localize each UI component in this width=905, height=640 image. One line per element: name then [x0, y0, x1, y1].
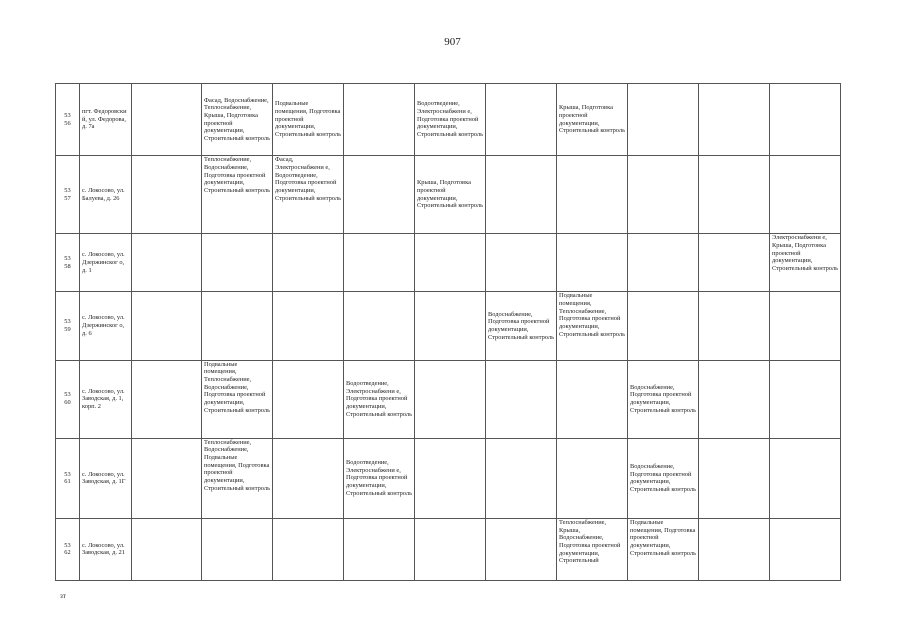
work-cell — [132, 518, 202, 580]
work-cell — [557, 234, 628, 292]
row-number: 53 62 — [56, 518, 80, 580]
page-number: 907 — [444, 36, 461, 48]
work-cell — [273, 438, 344, 518]
table-row — [56, 156, 841, 234]
row-number: 53 59 — [56, 292, 80, 360]
work-cell — [273, 518, 344, 580]
table-row — [56, 234, 841, 292]
work-cell: Крыша, Подготовка проектной документации, Строительный контроль — [415, 156, 486, 234]
work-cell — [770, 156, 841, 234]
work-cell — [699, 234, 770, 292]
work-cell: Водоотведение, Электроснабжени е, Подготовка проектной документации, Строительный контроль — [344, 438, 415, 518]
work-cell — [770, 438, 841, 518]
table-row — [56, 360, 841, 438]
address-cell: с. Локосово, ул. Заводская, д. 1Г — [80, 438, 132, 518]
work-cell — [415, 292, 486, 360]
work-cell: Водоснабжение, Подготовка проектной документации, Строительный контроль — [628, 360, 699, 438]
table-row — [56, 84, 841, 156]
work-cell — [344, 156, 415, 234]
work-cell — [699, 292, 770, 360]
address-cell: пгт. Федоровски й, ул. Федорова, д. 7а — [80, 84, 132, 156]
table-row — [56, 518, 841, 580]
work-cell: Теплоснабжение, Водоснабжение, Подвальные помещения, Подготовка проектной документации, Строительный контроль — [202, 438, 273, 518]
footer-mark: зт — [60, 592, 66, 600]
work-cell: Водоотведение, Электроснабжени е, Подготовка проектной документации, Строительный контроль — [415, 84, 486, 156]
work-cell — [628, 234, 699, 292]
work-cell — [202, 234, 273, 292]
work-cell: Крыша, Подготовка проектной документации, Строительный контроль — [557, 84, 628, 156]
work-cell — [132, 156, 202, 234]
work-cell — [628, 292, 699, 360]
work-cell — [202, 292, 273, 360]
work-cell — [273, 360, 344, 438]
work-cell — [273, 234, 344, 292]
address-cell: с. Локосово, ул. Дзержинског о, д. 1 — [80, 234, 132, 292]
work-cell — [699, 360, 770, 438]
work-cell — [132, 438, 202, 518]
work-cell — [699, 438, 770, 518]
address-cell: с. Локосово, ул. Дзержинског о, д. 6 — [80, 292, 132, 360]
work-cell — [415, 234, 486, 292]
work-cell — [557, 360, 628, 438]
work-cell — [486, 518, 557, 580]
work-cell: Подвальные помещения, Подготовка проектной документации, Строительный контроль — [628, 518, 699, 580]
row-number: 53 57 — [56, 156, 80, 234]
work-cell — [486, 438, 557, 518]
work-cell — [628, 84, 699, 156]
work-cell — [557, 156, 628, 234]
row-number: 53 58 — [56, 234, 80, 292]
work-cell — [132, 84, 202, 156]
work-cell: Водоснабжение, Подготовка проектной документации, Строительный контроль — [486, 292, 557, 360]
table-row — [56, 438, 841, 518]
work-cell — [415, 518, 486, 580]
address-cell: с. Локосово, ул. Заводская, д. 1, корп. 2 — [80, 360, 132, 438]
work-cell — [699, 518, 770, 580]
work-cell: Подвальные помещения, Теплоснабжение, Подготовка проектной документации, Строительный контроль — [557, 292, 628, 360]
work-cell: Подвальные помещения, Подготовка проектной документации, Строительный контроль — [273, 84, 344, 156]
work-cell — [486, 84, 557, 156]
work-cell — [415, 438, 486, 518]
work-cell — [132, 360, 202, 438]
work-cell: Теплоснабжение, Водоснабжение, Подготовка проектной документации, Строительный контроль — [202, 156, 273, 234]
work-cell — [486, 360, 557, 438]
work-cell — [628, 156, 699, 234]
work-cell — [415, 360, 486, 438]
work-cell — [202, 518, 273, 580]
row-number: 53 60 — [56, 360, 80, 438]
work-cell — [557, 438, 628, 518]
table-row — [56, 292, 841, 360]
work-cell — [132, 234, 202, 292]
work-cell — [770, 360, 841, 438]
work-cell — [770, 518, 841, 580]
work-cell — [344, 84, 415, 156]
work-cell — [344, 292, 415, 360]
work-cell — [344, 234, 415, 292]
work-cell — [486, 156, 557, 234]
work-cell — [344, 518, 415, 580]
work-cell: Водоснабжение, Подготовка проектной документации, Строительный контроль — [628, 438, 699, 518]
work-cell: Теплоснабжение, Крыша, Водоснабжение, Подготовка проектной документации, Строительный — [557, 518, 628, 580]
work-cell: Подвальные помещения, Теплоснабжение, Водоснабжение, Подготовка проектной документации, Строительный контроль — [202, 360, 273, 438]
work-cell: Фасад, Электроснабжени е, Водоотведение, Подготовка проектной документации, Строительный контроль — [273, 156, 344, 234]
work-cell — [486, 234, 557, 292]
address-cell: с. Локосово, ул. Балуева, д. 26 — [80, 156, 132, 234]
capital-repair-table — [55, 83, 841, 581]
work-cell: Водоотведение, Электроснабжени е, Подготовка проектной документации, Строительный контроль — [344, 360, 415, 438]
work-cell — [699, 84, 770, 156]
row-number: 53 61 — [56, 438, 80, 518]
work-cell — [770, 292, 841, 360]
work-cell — [132, 292, 202, 360]
work-cell: Электроснабжени е, Крыша, Подготовка проектной документации, Строительный контроль — [770, 234, 841, 292]
work-cell — [273, 292, 344, 360]
work-cell — [699, 156, 770, 234]
work-cell: Фасад, Водоснабжение, Теплоснабжение, Крыша, Подготовка проектной документации, Строительный контроль — [202, 84, 273, 156]
address-cell: с. Локосово, ул. Заводская, д. 21 — [80, 518, 132, 580]
work-cell — [770, 84, 841, 156]
row-number: 53 56 — [56, 84, 80, 156]
